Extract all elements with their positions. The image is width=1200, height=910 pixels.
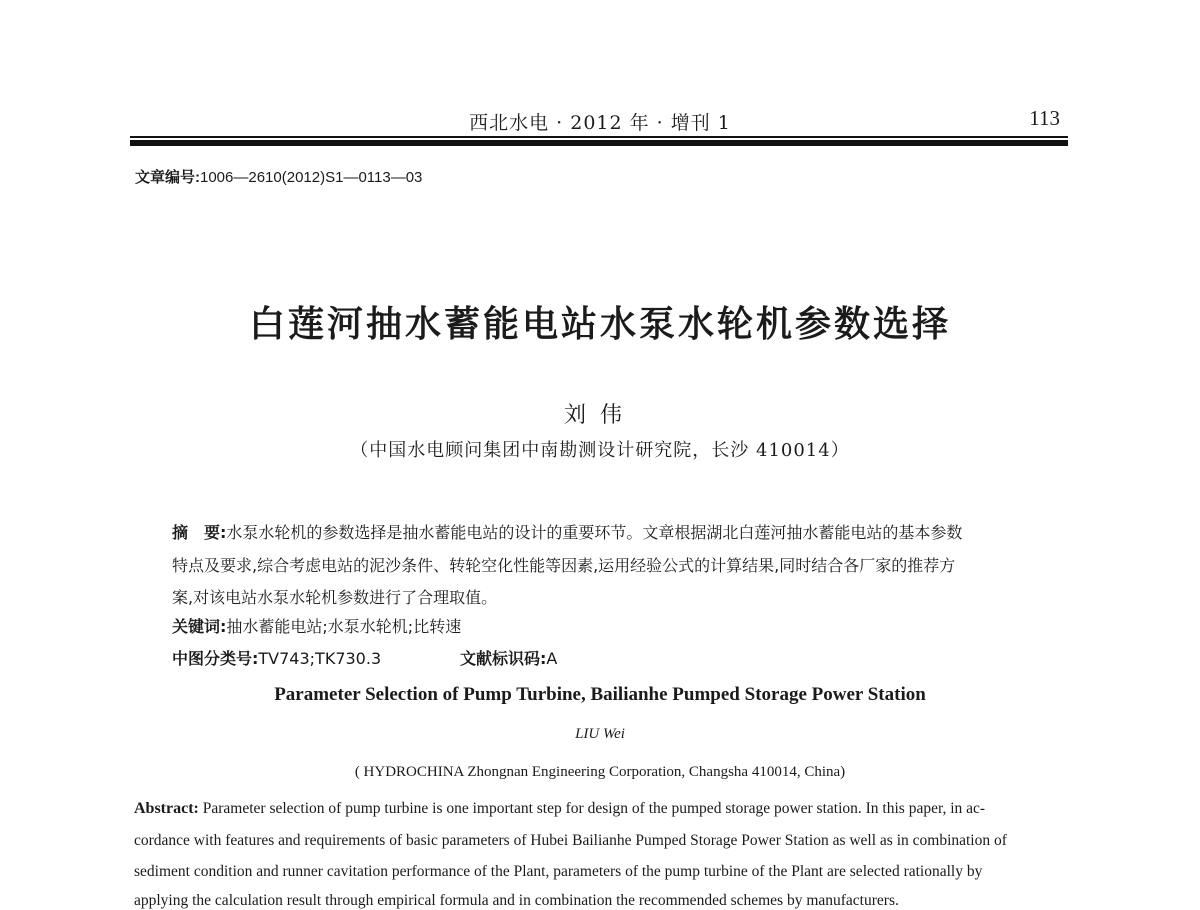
document-code bbox=[460, 646, 557, 669]
keywords bbox=[172, 614, 461, 637]
author-cn: 刘伟 bbox=[563, 403, 636, 428]
clc-number bbox=[172, 646, 381, 669]
abstract-cn-text: 水泵水轮机的参数选择是抽水蓄能电站的设计的重要环节。文章根据湖北白莲河抽水蓄能电站的基本参数 bbox=[226, 523, 963, 542]
article-number-label: 文章编号: bbox=[135, 169, 200, 186]
abstract-cn-line: 案,对该电站水泵水轮机参数进行了合理取值。 bbox=[172, 588, 498, 607]
abstract-en-line: cordance with features and requirements of basic parameters of Hubei Bailianhe Pumped Storage Power Station as well as in combination of bbox=[134, 832, 1007, 849]
clc-label: 中图分类号: bbox=[172, 649, 259, 668]
author-en: LIU Wei bbox=[575, 726, 625, 742]
clc-value: TV743;TK730.3 bbox=[258, 649, 382, 668]
document-code-value: A bbox=[546, 649, 558, 668]
keywords-value: 抽水蓄能电站;水泵水轮机;比转速 bbox=[226, 617, 462, 636]
article-number bbox=[135, 166, 422, 187]
article-number-value: 1006—2610(2012)S1—0113—03 bbox=[200, 169, 423, 186]
abstract-cn-line bbox=[172, 520, 962, 543]
affiliation-cn: （中国水电顾问集团中南勘测设计研究院，长沙 410014） bbox=[350, 440, 850, 461]
running-head: 西北水电 · 2012 年 · 增刊 1 bbox=[469, 112, 731, 134]
header-rule-thin bbox=[130, 136, 1068, 138]
abstract-en-line: applying the calculation result through empirical formula and in combination the recommended schemes by manufacturers. bbox=[134, 892, 899, 909]
abstract-en-line bbox=[134, 800, 985, 818]
paper-title-en: Parameter Selection of Pump Turbine, Bailianhe Pumped Storage Power Station bbox=[274, 684, 926, 705]
header-rule-thick bbox=[130, 140, 1068, 146]
abstract-en-line: sediment condition and runner cavitation performance of the Plant, parameters of the pump turbine of the Plant are selected rationally by bbox=[134, 863, 983, 880]
keywords-label: 关键词: bbox=[172, 617, 227, 636]
affiliation-en: ( HYDROCHINA Zhongnan Engineering Corporation, Changsha 410014, China) bbox=[354, 764, 846, 780]
page-number: 113 bbox=[1029, 106, 1060, 130]
paper-title-cn: 白莲河抽水蓄能电站水泵水轮机参数选择 bbox=[248, 304, 951, 345]
abstract-cn-line: 特点及要求,综合考虑电站的泥沙条件、转轮空化性能等因素,运用经验公式的计算结果,同时结合各厂家的推荐方 bbox=[172, 556, 956, 575]
document-code-label: 文献标识码: bbox=[460, 649, 547, 668]
abstract-cn-label: 摘 要: bbox=[172, 523, 227, 542]
abstract-en-text: Parameter selection of pump turbine is one important step for design of the pumped storage power station. In this paper, in ac- bbox=[202, 800, 986, 817]
abstract-en-label: Abstract: bbox=[134, 800, 199, 817]
